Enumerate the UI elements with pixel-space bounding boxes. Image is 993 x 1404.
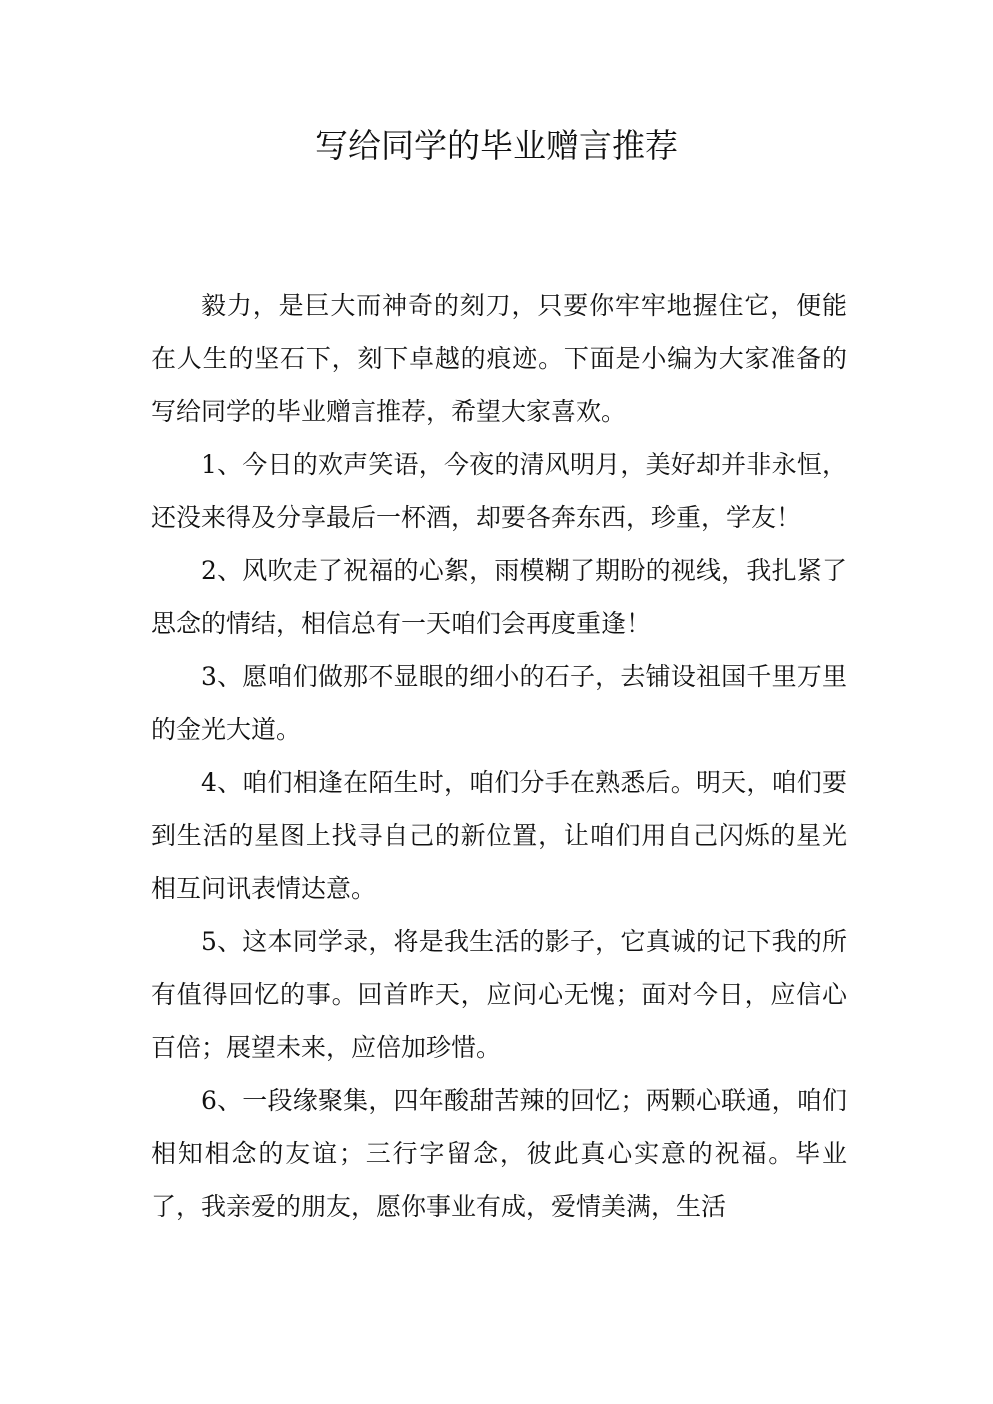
document-body [151, 279, 847, 1233]
paragraph-4: 4、咱们相逢在陌生时，咱们分手在熟悉后。明天，咱们要到生活的星图上找寻自己的新位置，让咱们用自己闪烁的星光相互问讯表情达意。 [151, 768, 847, 903]
paragraph-6: 6、一段缘聚集，四年酸甜苦辣的回忆；两颗心联通，咱们相知相念的友谊；三行字留念，彼此真心实意的祝福。毕业了，我亲爱的朋友，愿你事业有成，爱情美满，生活 [151, 1086, 847, 1221]
paragraph-5: 5、这本同学录，将是我生活的影子，它真诚的记下我的所有值得回忆的事。回首昨天，应问心无愧；面对今日，应信心百倍；展望未来，应倍加珍惜。 [151, 927, 847, 1062]
document-title: 写给同学的毕业赠言推荐 [315, 126, 678, 165]
paragraph-intro: 毅力，是巨大而神奇的刻刀，只要你牢牢地握住它，便能在人生的坚石下，刻下卓越的痕迹。下面是小编为大家准备的写给同学的毕业赠言推荐，希望大家喜欢。 [151, 291, 847, 426]
paragraph-2: 2、风吹走了祝福的心絮，雨模糊了期盼的视线，我扎紧了思念的情结，相信总有一天咱们会再度重逢！ [151, 556, 847, 638]
paragraph-1: 1、今日的欢声笑语，今夜的清风明月，美好却并非永恒，还没来得及分享最后一杯酒，却要各奔东西，珍重，学友！ [151, 450, 847, 532]
paragraph-3: 3、愿咱们做那不显眼的细小的石子，去铺设祖国千里万里的金光大道。 [151, 662, 847, 744]
